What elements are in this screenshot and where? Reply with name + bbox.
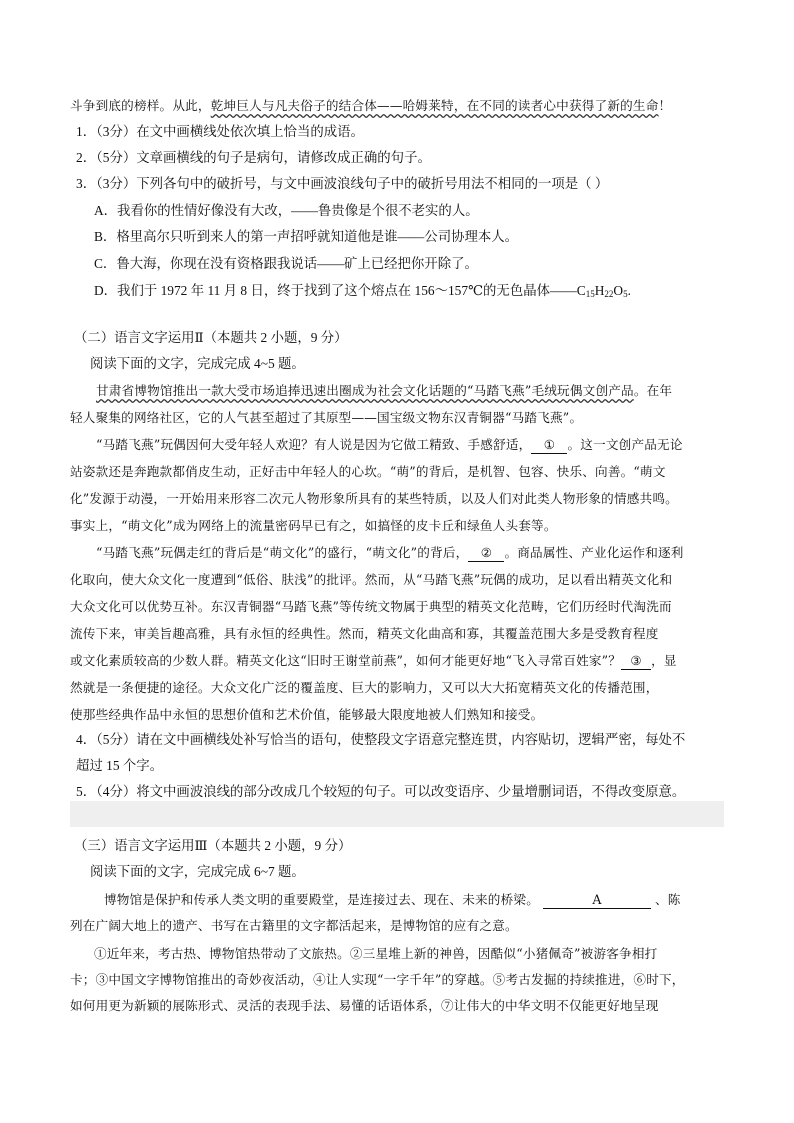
option-a: A．我看你的性情好像没有大改，——鲁贵像是个很不老实的人。 [94, 203, 479, 218]
option-d [94, 283, 631, 302]
wavy-sentence: 乾坤巨人与凡夫俗子的结合体——哈姆莱特，在不同的读者心中获得了新的生命 [210, 98, 659, 113]
section-2-intro: 阅读下面的文字，完成完成 4~5 题。 [90, 356, 305, 371]
paragraph-text: 。商品属性、产业化运作和逐利 [504, 545, 684, 560]
question-number: 5． [76, 784, 97, 799]
s2-paragraph-3-line-3: 大众文化可以优势互补。东汉青铜器“马踏飞燕”等传统文物属于典型的精英文化范畴，它们历经时代淘洗而 [70, 599, 672, 614]
question-text: （5分）请在文中画横线处补写恰当的语句，使整段文字语意完整连贯，内容贴切，逻辑严密，每处不 [96, 732, 686, 747]
s2-paragraph-3-line-2: 化取向，使大众文化一度遭到“低俗、肤浅”的批评。然而，从“马踏飞燕”玩偶的成功，足以看出精英文化和 [70, 572, 673, 587]
wavy-sentence: 甘肃省博物馆推出一款大受市场追捧迅速出圈成为社会文化话题的“马踏飞燕”毛绒玩偶文创产品 [96, 383, 634, 398]
paragraph-text: 、陈 [655, 892, 681, 907]
paragraph-text: 或文化素质较高的少数人群。精英文化这“旧时王谢堂前燕”，如何才能更好地“飞入寻常百姓家”？ [70, 653, 622, 668]
s3-paragraph-1-line-2: 列在广阔大地上的遗产、书写在古籍里的文字都活起来，是博物馆的应有之意。 [70, 918, 518, 933]
s2-paragraph-1-line-2: 轻人聚集的网络社区，它的人气甚至超过了其原型——国宝级文物东汉青铜器“马踏飞燕”。 [70, 410, 583, 425]
subscript: 5 [623, 289, 628, 299]
question-text: （3分）在文中画横线处依次填上恰当的成语。 [96, 124, 364, 139]
s2-paragraph-2-line-1 [96, 437, 683, 454]
element-symbol: H [594, 283, 605, 298]
paragraph-text: 。在年 [633, 383, 673, 398]
s2-paragraph-1-line-1 [96, 383, 672, 399]
s3-paragraph-1-line-1 [104, 892, 681, 909]
element-symbol: O [613, 283, 624, 298]
s3-paragraph-2-line-2: 卡；③中国文字博物馆推出的奇妙夜活动，④让人实现“一字千年”的穿越。⑤考古发掘的持续推进，⑥时下， [70, 972, 685, 987]
s3-paragraph-2-line-1: ①近年来，考古热、博物馆热带动了文旅热。②三星堆上新的神兽，因酷似“小猪佩奇”被游客争相打 [94, 946, 658, 961]
paragraph-text: “马踏飞燕”玩偶因何大受年轻人欢迎？有人说是因为它做工精致、手感舒适， [96, 437, 532, 452]
question-number: 1． [76, 124, 97, 139]
s2-paragraph-3-line-6: 然就是一条便捷的途径。大众文化广泛的覆盖度、巨大的影响力，又可以大大拓宽精英文化的传播范围， [70, 680, 659, 695]
s2-paragraph-3-line-7: 使那些经典作品中永恒的思想价值和艺术价值，能够最大限度地被人们熟知和接受。 [70, 707, 544, 722]
question-text: （3分）下列各句中的破折号，与文中画波浪线句子中的破折号用法不相同的一项是（ ） [96, 176, 609, 191]
question-text: （4分）将文中画波浪线的部分改成几个较短的句子。可以改变语序、少量增删词语，不得改变原意。 [96, 784, 686, 799]
paragraph-text: ，显 [651, 653, 677, 668]
passage-closing-text: 斗争到底的榜样。从此， [70, 98, 211, 113]
s2-paragraph-3-line-4: 流传下来，审美旨趣高雅，具有永恒的经典性。然而，精英文化曲高和寡，其覆盖范围大多是受教育程度 [70, 626, 659, 641]
paragraph-text: 。这一文创产品无论 [567, 437, 683, 452]
option-c: C．鲁大海，你现在没有资格跟我说话——矿上已经把你开除了。 [94, 256, 478, 271]
question-number: 3． [76, 176, 97, 191]
passage-closing-punct: ！ [658, 98, 672, 113]
s2-paragraph-2-line-2: 站姿款还是奔跑款都俏皮生动，正好击中年轻人的心坎。“萌”的背后，是机智、包容、快乐、向善。“萌文 [70, 464, 666, 479]
s2-paragraph-3-line-1 [96, 545, 684, 562]
blank-2[interactable]: ② [468, 545, 504, 562]
paragraph-text: 博物馆是保护和传承人类文明的重要殿堂，是连接过去、现在、未来的桥梁。 [104, 892, 539, 907]
subscript: 22 [604, 289, 614, 299]
s2-paragraph-2-line-4: 事实上，“萌文化”成为网络上的流量密码早已有之，如搞怪的皮卡丘和绿鱼人头套等。 [70, 518, 557, 533]
option-b: B．格里高尔只听到来人的第一声招呼就知道他是谁——公司协理本人。 [94, 229, 519, 244]
question-number: 2． [76, 150, 97, 165]
option-d-end: . [627, 283, 631, 298]
answer-space-bar [70, 801, 724, 827]
passage-closing-line [70, 98, 671, 114]
question-4-line-2: 超过 15 个字。 [76, 758, 164, 773]
section-3-title: （三）语言文字运用Ⅲ（本题共 2 小题，9 分） [74, 838, 352, 853]
section-3-intro: 阅读下面的文字，完成完成 6~7 题。 [90, 864, 305, 879]
blank-3[interactable]: ③ [621, 653, 651, 670]
paragraph-text: “马踏飞燕”玩偶走红的背后是“萌文化”的盛行，“萌文化”的背后， [96, 545, 469, 560]
s2-paragraph-2-line-3: 化”发源于动漫，一开始用来形容二次元人物形象所具有的某些特质，以及人们对此类人物形象的情感共鸣。 [70, 491, 678, 506]
question-4-line-1 [76, 732, 685, 748]
question-3 [76, 176, 608, 192]
question-number: 4． [76, 732, 97, 747]
question-1 [76, 124, 364, 140]
blank-a[interactable]: A [543, 892, 651, 909]
question-5 [76, 784, 685, 800]
subscript: 15 [585, 289, 595, 299]
option-d-text: D．我们于 1972 年 11 月 8 日，终于找到了这个熔点在 156～157℃的无色晶体——C [94, 283, 586, 298]
s2-paragraph-3-line-5 [70, 653, 677, 670]
blank-1[interactable]: ① [531, 437, 567, 454]
question-2 [76, 150, 431, 166]
s3-paragraph-2-line-3: 如何用更为新颖的展陈形式、灵活的表现手法、易懂的话语体系，⑦让伟大的中华文明不仅能更好地呈现 [70, 998, 659, 1013]
section-2-title: （二）语言文字运用Ⅱ（本题共 2 小题，9 分） [74, 330, 348, 345]
question-text: （5分）文章画横线的句子是病句，请修改成正确的句子。 [96, 150, 431, 165]
